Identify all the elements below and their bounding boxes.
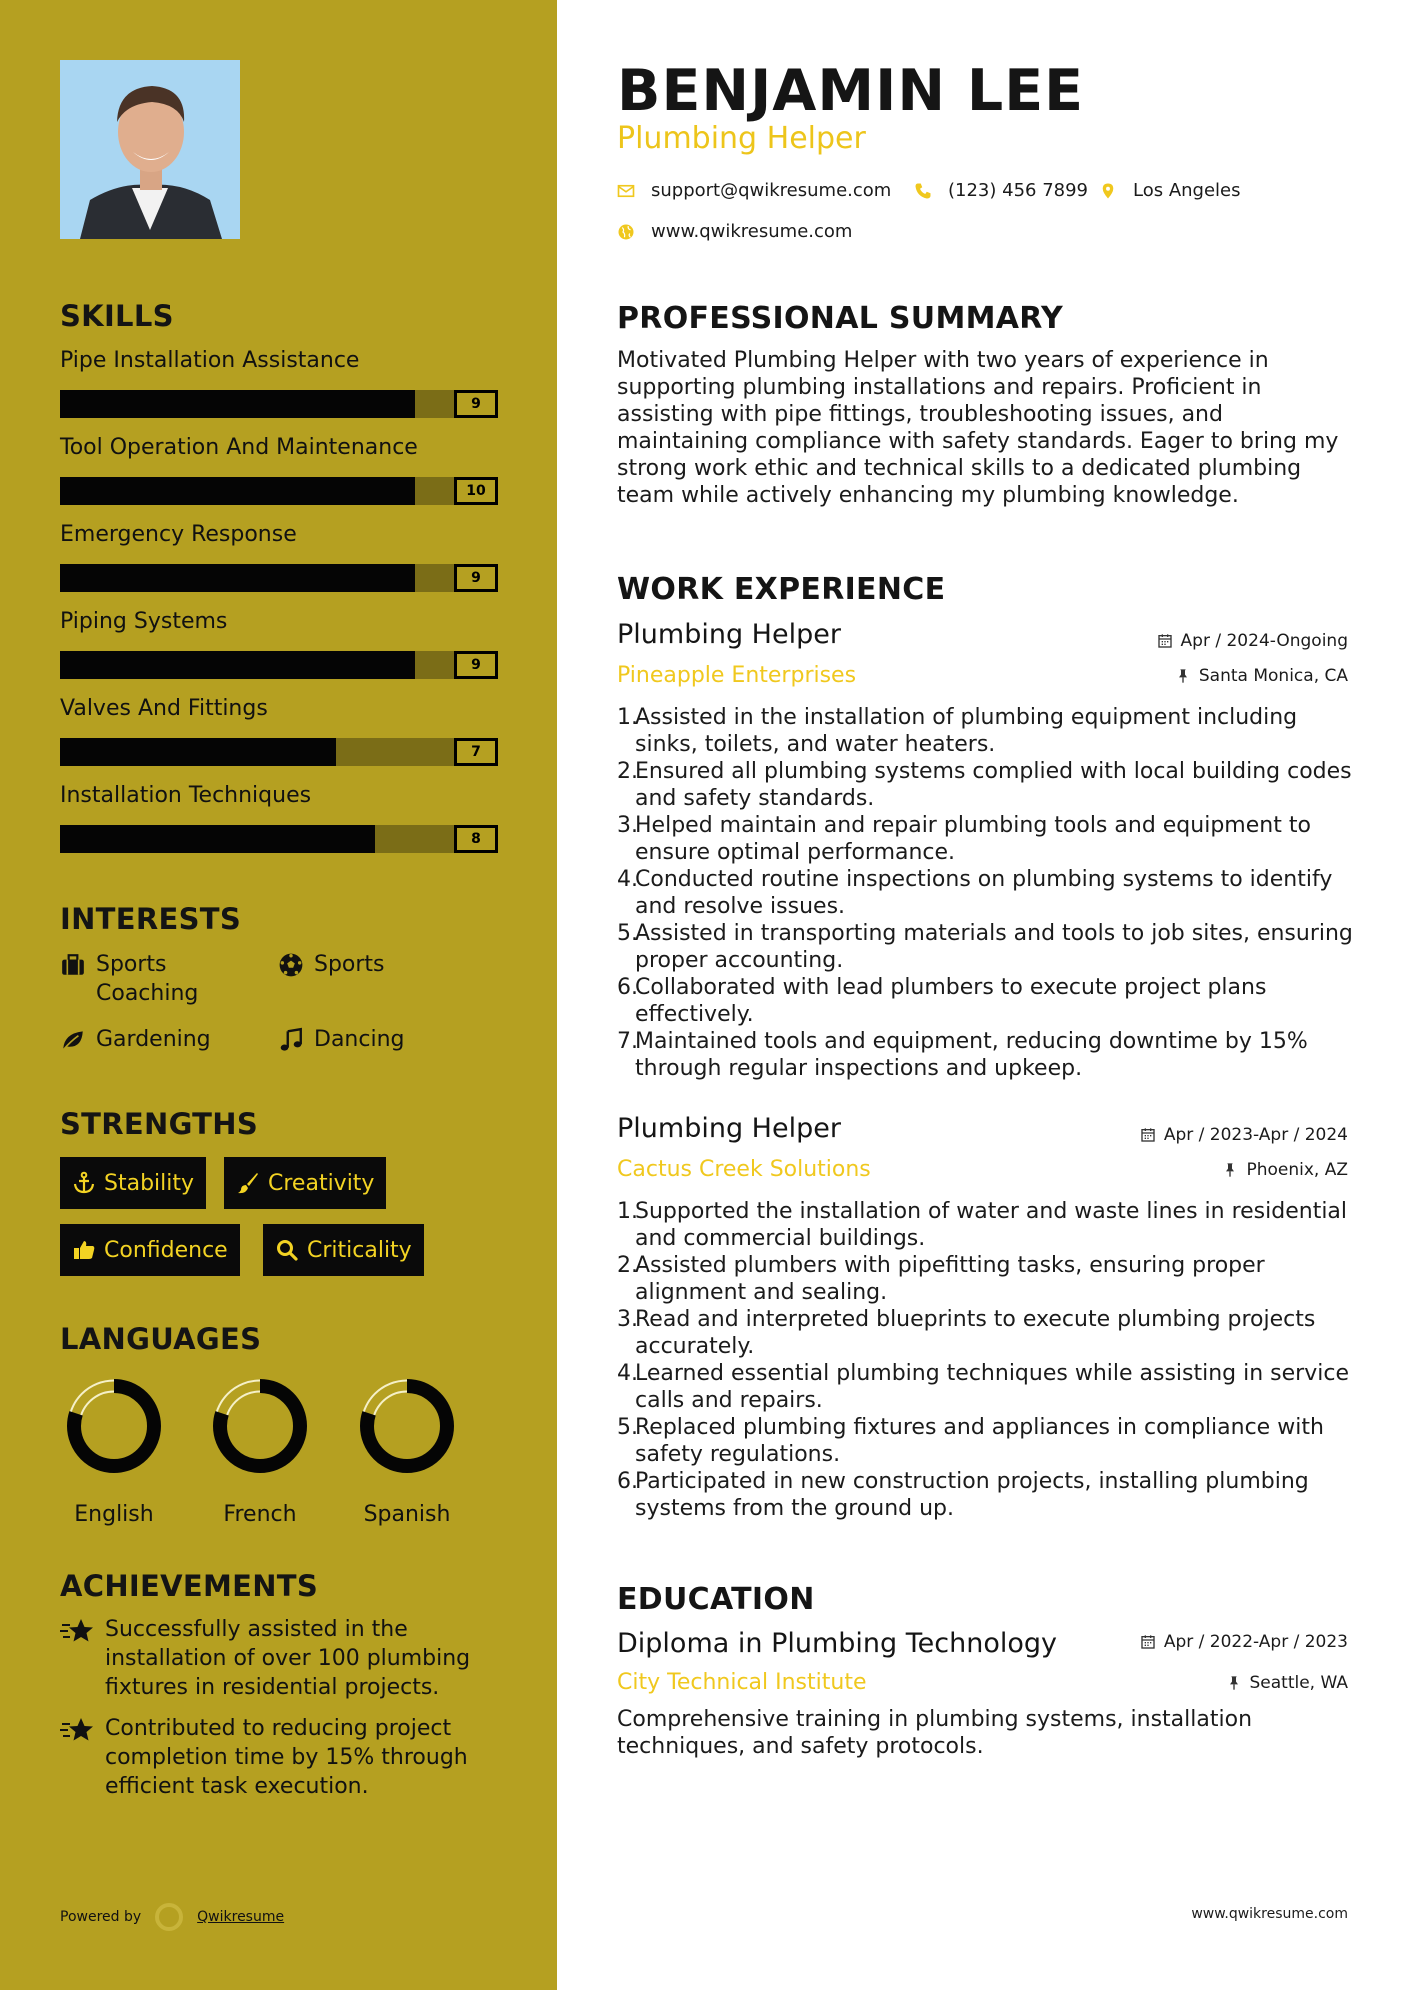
bullet-number: 7. — [617, 1029, 638, 1054]
job-bullet — [617, 920, 1357, 974]
bullet-text: Assisted in the installation of plumbing equipment including sinks, toilets, and water heaters. — [635, 705, 1298, 757]
education-dates — [1140, 1632, 1348, 1652]
skill-label: Tool Operation And Maintenance — [60, 435, 418, 460]
education-location — [1226, 1673, 1349, 1693]
map-pin-icon — [1099, 182, 1117, 200]
skill-bar-fill — [60, 477, 415, 505]
education-location-text: Seattle, WA — [1249, 1673, 1348, 1693]
skill-item — [60, 609, 500, 697]
language-label: English — [74, 1502, 154, 1527]
interest-sports — [278, 950, 385, 979]
skill-bar-fill — [60, 738, 336, 766]
skill-level: 9 — [454, 651, 498, 679]
achievement-text: Contributed to reducing project completion time by 15% through efficient task execution. — [105, 1716, 468, 1799]
strength-label: Creativity — [268, 1170, 375, 1196]
language-label: French — [223, 1502, 297, 1527]
job-bullet — [617, 1306, 1357, 1360]
skill-bar — [60, 651, 498, 679]
website-text: www.qwikresume.com — [651, 221, 853, 242]
language-ring — [208, 1374, 312, 1478]
experience-heading: WORK EXPERIENCE — [617, 572, 946, 607]
language-label: Spanish — [363, 1502, 451, 1527]
location-text: Los Angeles — [1133, 180, 1241, 201]
job-dates-text: Apr / 2024-Ongoing — [1180, 631, 1348, 651]
interest-gardening — [60, 1025, 211, 1054]
powered-by-label: Powered by — [60, 1909, 142, 1925]
thumbs-up-icon — [72, 1238, 96, 1262]
strength-tag-criticality — [263, 1224, 424, 1276]
pushpin-icon — [1222, 1162, 1238, 1178]
phone-icon — [914, 182, 932, 200]
bullet-number: 3. — [617, 813, 638, 838]
skill-label: Pipe Installation Assistance — [60, 348, 360, 373]
achievement-text: Successfully assisted in the installation of over 100 plumbing fixtures in residential projects. — [105, 1617, 471, 1700]
bullet-number: 6. — [617, 1469, 638, 1494]
education-school: City Technical Institute — [617, 1670, 867, 1695]
candidate-role: Plumbing Helper — [617, 121, 866, 156]
bullet-text: Conducted routine inspections on plumbing systems to identify and resolve issues. — [635, 867, 1333, 919]
bullet-number: 4. — [617, 867, 638, 892]
summary-text: Motivated Plumbing Helper with two years of experience in supporting plumbing installations and repairs. Proficient in assisting with pipe fittings, troubleshooting issues, and maintaining compliance with safety standards. Eager to bring my strong work ethic and technical skills to a dedicated plumbing team while actively enhancing my plumbing knowledge. — [617, 348, 1339, 508]
envelope-icon — [617, 182, 635, 200]
summary-heading: PROFESSIONAL SUMMARY — [617, 301, 1064, 336]
skill-item — [60, 435, 500, 523]
contact-phone[interactable] — [914, 180, 1088, 201]
skill-level: 9 — [454, 390, 498, 418]
contact-location — [1099, 180, 1241, 201]
education-description: Comprehensive training in plumbing systems, installation techniques, and safety protocols. — [617, 1707, 1253, 1759]
profile-photo — [60, 60, 240, 239]
bullet-text: Collaborated with lead plumbers to execute project plans effectively. — [635, 975, 1267, 1027]
strength-label: Confidence — [104, 1237, 228, 1263]
job-location — [1175, 666, 1348, 686]
qwikresume-link[interactable]: Qwikresume — [197, 1909, 285, 1925]
job-bullets — [617, 1198, 1357, 1522]
job-dates — [1157, 631, 1348, 651]
skill-label: Installation Techniques — [60, 783, 312, 808]
job-bullet — [617, 974, 1357, 1028]
bullet-number: 5. — [617, 1415, 638, 1440]
language-ring — [355, 1374, 459, 1478]
skill-bar-fill — [60, 825, 375, 853]
language-item — [190, 1374, 330, 1527]
bullet-number: 1. — [617, 1199, 638, 1224]
education-heading: EDUCATION — [617, 1582, 815, 1617]
job-bullet — [617, 1252, 1357, 1306]
powered-by — [60, 1903, 284, 1931]
interest-sports-coaching — [60, 950, 220, 1008]
qwikresume-logo-icon — [155, 1903, 183, 1931]
bullet-text: Supported the installation of water and waste lines in residential and commercial buildings. — [635, 1199, 1348, 1251]
strength-tag-stability — [60, 1157, 206, 1209]
bullet-number: 3. — [617, 1307, 638, 1332]
bullet-text: Maintained tools and equipment, reducing downtime by 15% through regular inspections and upkeep. — [635, 1029, 1308, 1081]
job-bullet — [617, 866, 1357, 920]
skill-bar-fill — [60, 651, 415, 679]
education-dates-text: Apr / 2022-Apr / 2023 — [1163, 1632, 1348, 1652]
bullet-number: 5. — [617, 921, 638, 946]
achievement-item — [60, 1714, 500, 1801]
job-company: Cactus Creek Solutions — [617, 1157, 871, 1182]
phone-text: (123) 456 7899 — [948, 180, 1089, 201]
skill-item — [60, 348, 500, 436]
interest-dancing — [278, 1025, 404, 1054]
job-location-text: Santa Monica, CA — [1198, 666, 1348, 686]
job-bullet — [617, 812, 1357, 866]
achievements-heading: ACHIEVEMENTS — [60, 1569, 319, 1603]
job-bullet — [617, 1468, 1357, 1522]
job-bullet — [617, 1414, 1357, 1468]
job-company: Pineapple Enterprises — [617, 663, 857, 688]
skill-label: Piping Systems — [60, 609, 228, 634]
music-icon — [278, 1027, 304, 1053]
bullet-number: 1. — [617, 705, 638, 730]
skill-bar — [60, 390, 498, 418]
bullet-number: 6. — [617, 975, 638, 1000]
email-text: support@qwikresume.com — [651, 180, 892, 201]
job-location — [1222, 1160, 1348, 1180]
job-bullet — [617, 1028, 1357, 1082]
skill-bar — [60, 564, 498, 592]
skill-bar — [60, 825, 498, 853]
strength-tag-confidence — [60, 1224, 240, 1276]
bullet-text: Assisted in transporting materials and tools to job sites, ensuring proper accounting. — [635, 921, 1353, 973]
job-bullet — [617, 1360, 1357, 1414]
skill-level: 7 — [454, 738, 498, 766]
education-degree: Diploma in Plumbing Technology — [617, 1628, 1057, 1659]
job-bullet — [617, 1198, 1357, 1252]
skill-label: Emergency Response — [60, 522, 297, 547]
skill-bar-fill — [60, 564, 415, 592]
calendar-icon — [1157, 633, 1173, 649]
pushpin-icon — [1226, 1675, 1242, 1691]
job-bullet — [617, 704, 1357, 758]
contact-email[interactable] — [617, 180, 891, 201]
calendar-icon — [1140, 1634, 1156, 1650]
bullet-text: Helped maintain and repair plumbing tools and equipment to ensure optimal performance. — [635, 813, 1311, 865]
job-bullet — [617, 758, 1357, 812]
interest-label: Dancing — [314, 1027, 405, 1052]
calendar-icon — [1140, 1127, 1156, 1143]
languages-heading: LANGUAGES — [60, 1322, 262, 1356]
job-title: Plumbing Helper — [617, 619, 841, 650]
bullet-number: 4. — [617, 1361, 638, 1386]
bullet-text: Participated in new construction projects, installing plumbing systems from the ground up. — [635, 1469, 1309, 1521]
briefcase-icon — [60, 952, 86, 978]
skill-level: 9 — [454, 564, 498, 592]
bullet-text: Ensured all plumbing systems complied with local building codes and safety standards. — [635, 759, 1352, 811]
star-award-icon — [60, 1716, 94, 1746]
job-location-text: Phoenix, AZ — [1246, 1160, 1348, 1180]
candidate-name: BENJAMIN LEE — [617, 58, 1085, 124]
job-dates — [1140, 1125, 1348, 1145]
strengths-heading: STRENGTHS — [60, 1107, 259, 1141]
interest-label: Sports — [314, 952, 385, 977]
job-title: Plumbing Helper — [617, 1113, 841, 1144]
footer-website[interactable]: www.qwikresume.com — [1191, 1906, 1348, 1922]
skill-item — [60, 522, 500, 610]
contact-website[interactable] — [617, 221, 852, 242]
bullet-number: 2. — [617, 759, 638, 784]
skills-heading: SKILLS — [60, 299, 174, 333]
skill-bar — [60, 738, 498, 766]
language-item — [44, 1374, 184, 1527]
bullet-number: 2. — [617, 1253, 638, 1278]
skill-item — [60, 696, 500, 784]
bullet-text: Assisted plumbers with pipefitting tasks, ensuring proper alignment and sealing. — [635, 1253, 1265, 1305]
bullet-text: Learned essential plumbing techniques while assisting in service calls and repairs. — [635, 1361, 1349, 1413]
strength-label: Criticality — [307, 1237, 412, 1263]
bullet-text: Replaced plumbing fixtures and appliances in compliance with safety regulations. — [635, 1415, 1324, 1467]
job-bullets — [617, 704, 1357, 1082]
paintbrush-icon — [236, 1171, 260, 1195]
search-icon — [275, 1238, 299, 1262]
skill-bar — [60, 477, 498, 505]
strength-tag-creativity — [224, 1157, 386, 1209]
pushpin-icon — [1175, 668, 1191, 684]
job-dates-text: Apr / 2023-Apr / 2024 — [1163, 1125, 1348, 1145]
interests-heading: INTERESTS — [60, 902, 242, 936]
language-item — [337, 1374, 477, 1527]
strength-label: Stability — [104, 1170, 195, 1196]
skill-label: Valves And Fittings — [60, 696, 268, 721]
sidebar — [0, 0, 557, 1990]
skill-item — [60, 783, 500, 871]
skill-bar-fill — [60, 390, 415, 418]
globe-icon — [617, 223, 635, 241]
skill-level: 8 — [454, 825, 498, 853]
leaf-icon — [60, 1027, 86, 1053]
bullet-text: Read and interpreted blueprints to execute plumbing projects accurately. — [635, 1307, 1316, 1359]
language-ring — [62, 1374, 166, 1478]
soccer-ball-icon — [278, 952, 304, 978]
star-award-icon — [60, 1617, 94, 1647]
interest-label: Gardening — [96, 1027, 211, 1052]
skill-level: 10 — [454, 477, 498, 505]
anchor-icon — [72, 1171, 96, 1195]
interest-label: Sports Coaching — [96, 952, 199, 1006]
achievement-item — [60, 1615, 500, 1702]
